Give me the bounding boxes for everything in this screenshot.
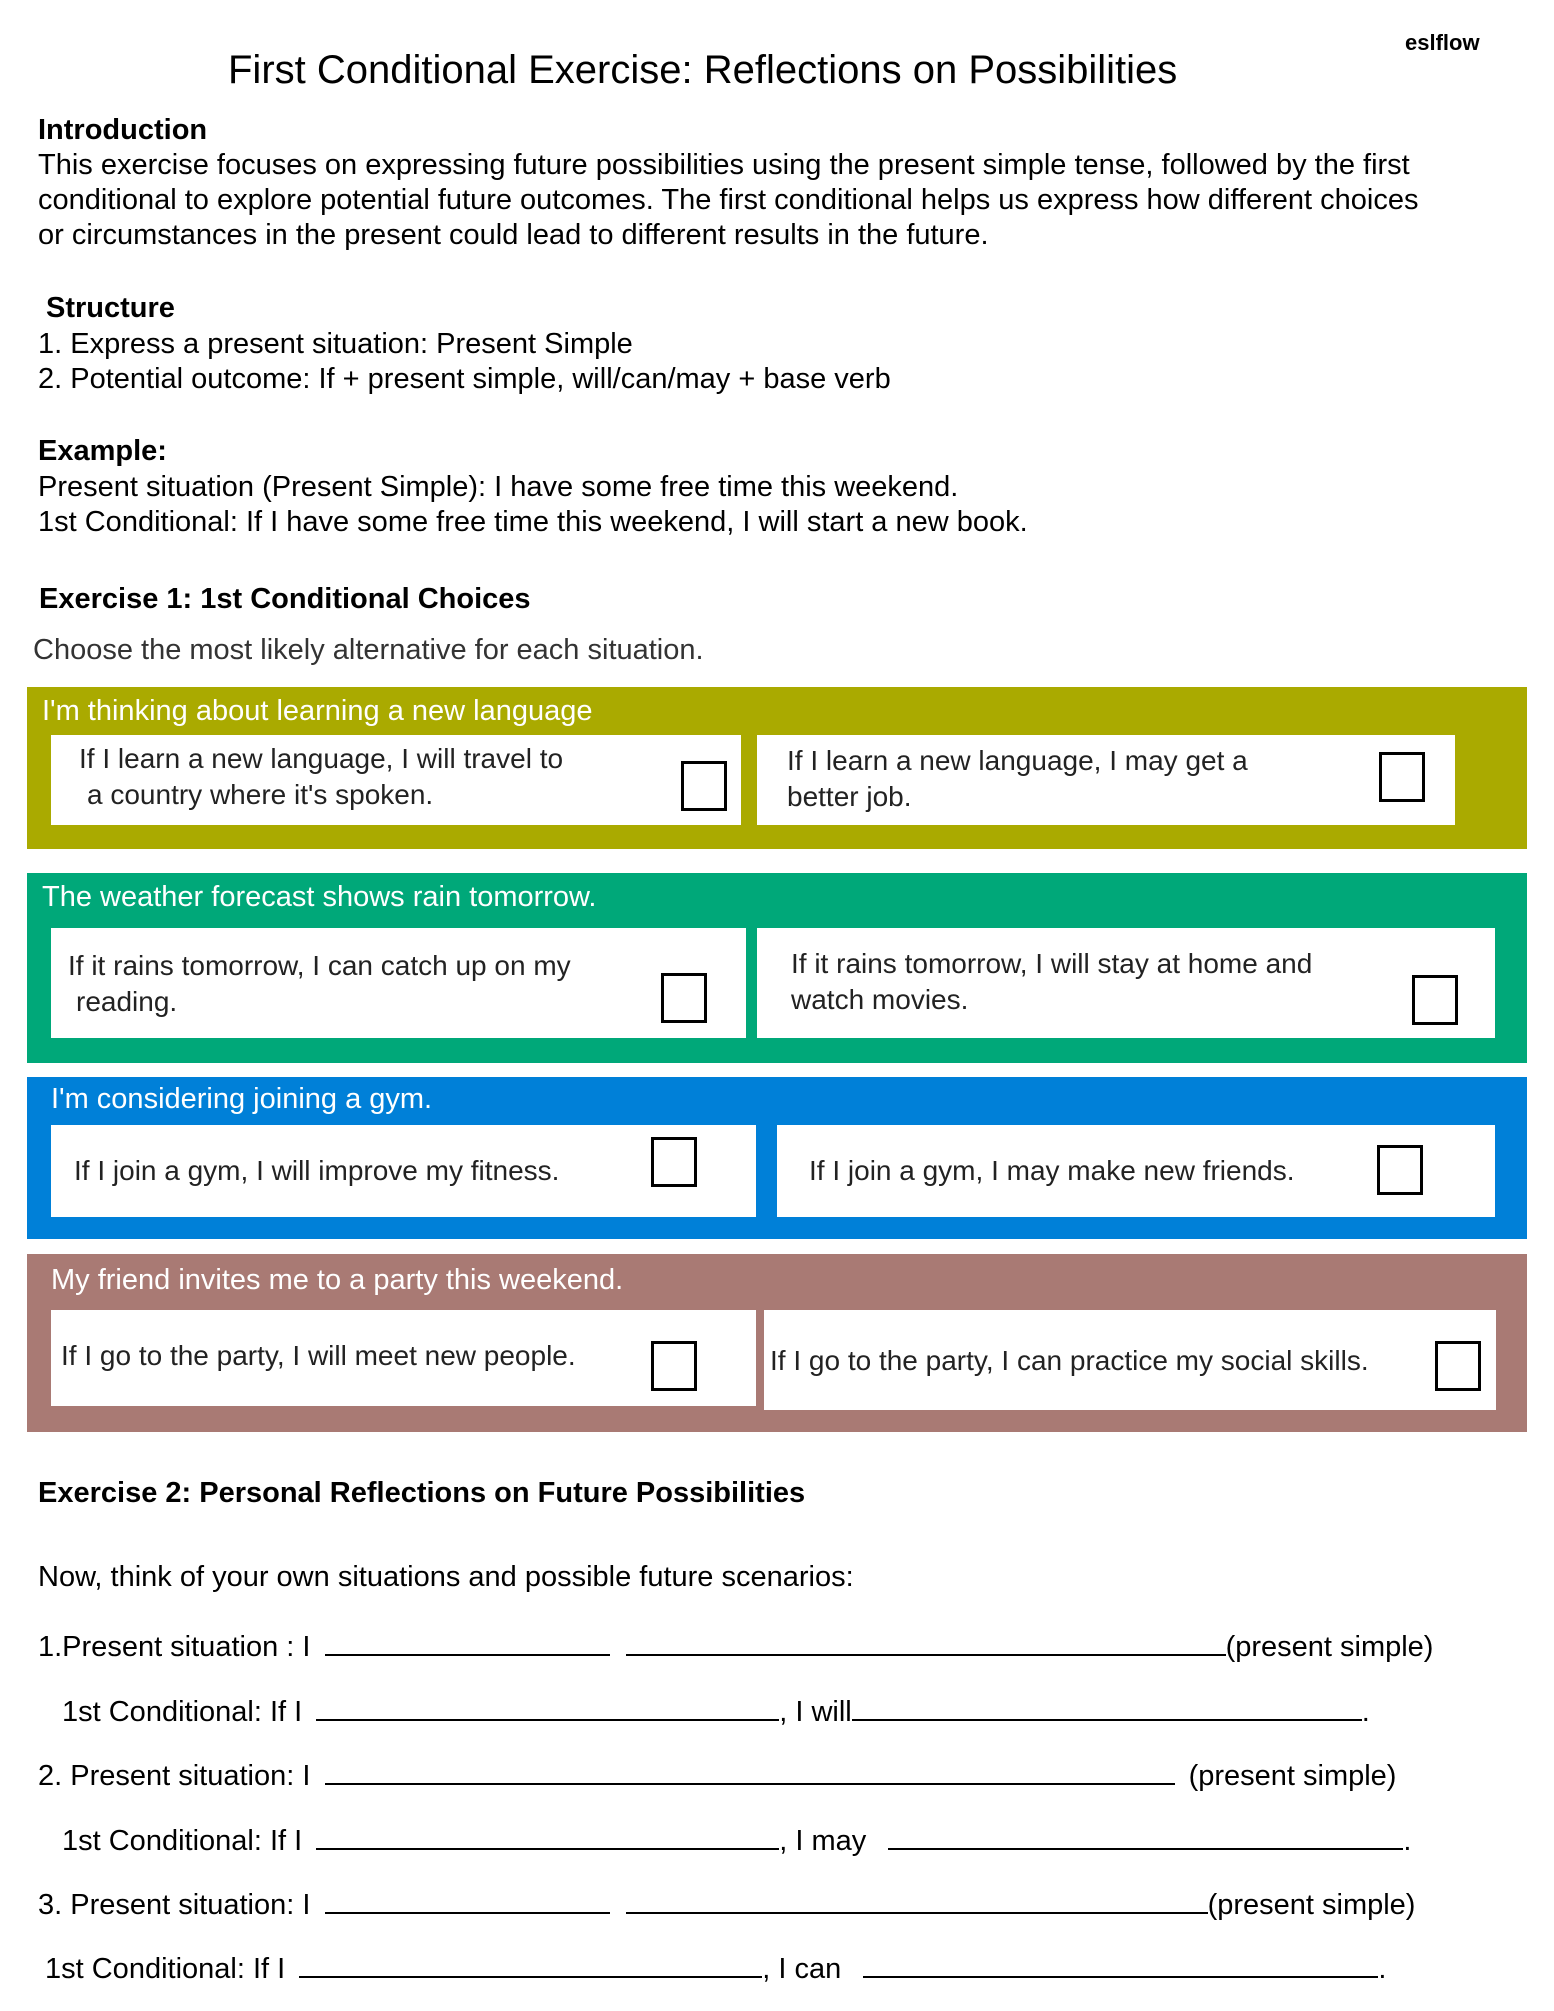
- introduction-line: This exercise focuses on expressing future possibilities using the present simple tense, followed by the first: [38, 149, 1410, 181]
- option-card: [777, 1125, 1495, 1217]
- exercise-1-instruction: Choose the most likely alternative for each situation.: [33, 634, 704, 666]
- option-text: [74, 1153, 559, 1189]
- page-title: First Conditional Exercise: Reflections on Possibilities: [228, 48, 1178, 92]
- present-situation-label: 1.Present situation : I: [38, 1631, 311, 1663]
- option-line: a country where it's spoken.: [87, 779, 434, 810]
- answer-blank[interactable]: [863, 1948, 1378, 1978]
- exercise-2-heading: Exercise 2: Personal Reflections on Future Possibilities: [38, 1477, 806, 1509]
- present-simple-hint: (present simple): [1207, 1889, 1416, 1921]
- situation-band-1: [27, 687, 1527, 849]
- present-situation-row-1: [38, 1626, 1433, 1664]
- option-line: If I learn a new language, I may get a: [787, 745, 1248, 776]
- option-line: If I join a gym, I may make new friends.: [809, 1155, 1295, 1186]
- option-text: [787, 743, 1248, 815]
- option-line: If I go to the party, I will meet new people.: [61, 1340, 576, 1371]
- option-line: better job.: [787, 781, 912, 812]
- answer-blank[interactable]: [299, 1948, 762, 1978]
- answer-blank[interactable]: [852, 1691, 1362, 1721]
- situation-prompt: The weather forecast shows rain tomorrow.: [42, 881, 597, 913]
- present-situation-row-2: [38, 1755, 1396, 1793]
- option-card: [757, 735, 1455, 825]
- example-line: 1st Conditional: If I have some free time this weekend, I will start a new book.: [38, 506, 1028, 538]
- modal-label: , I can: [762, 1953, 842, 1985]
- option-text: [61, 1338, 576, 1374]
- option-card: [51, 928, 746, 1038]
- answer-blank[interactable]: [325, 1755, 1175, 1785]
- option-line: If I learn a new language, I will travel to: [79, 743, 564, 774]
- answer-blank[interactable]: [316, 1691, 779, 1721]
- situation-band-2: [27, 873, 1527, 1063]
- answer-checkbox[interactable]: [661, 973, 707, 1023]
- option-line: watch movies.: [791, 984, 969, 1015]
- option-text: [770, 1343, 1369, 1379]
- answer-blank[interactable]: [626, 1884, 1208, 1914]
- introduction-heading: Introduction: [38, 114, 208, 146]
- conditional-label: 1st Conditional: If I: [45, 1953, 286, 1985]
- modal-label: , I may: [779, 1825, 867, 1857]
- structure-heading: Structure: [46, 292, 175, 324]
- structure-list: [38, 327, 891, 397]
- introduction-line: or circumstances in the present could lead to different results in the future.: [38, 219, 989, 251]
- conditional-label: 1st Conditional: If I: [62, 1696, 303, 1728]
- option-card: [764, 1310, 1496, 1410]
- situation-prompt: My friend invites me to a party this weekend.: [51, 1264, 624, 1296]
- present-simple-hint: (present simple): [1188, 1760, 1397, 1792]
- introduction-line: conditional to explore potential future outcomes. The first conditional helps us express how different choices: [38, 184, 1419, 216]
- answer-blank[interactable]: [325, 1626, 610, 1656]
- answer-blank[interactable]: [316, 1820, 779, 1850]
- present-situation-label: 2. Present situation: I: [38, 1760, 311, 1792]
- sentence-end: .: [1378, 1953, 1387, 1985]
- structure-item: 1. Express a present situation: Present Simple: [38, 328, 633, 360]
- sentence-end: .: [1403, 1825, 1412, 1857]
- example-line: Present situation (Present Simple): I have some free time this weekend.: [38, 471, 959, 503]
- option-card: [51, 1125, 756, 1217]
- option-line: If I join a gym, I will improve my fitness.: [74, 1155, 560, 1186]
- situation-band-4: [27, 1254, 1527, 1432]
- sentence-end: .: [1361, 1696, 1370, 1728]
- present-situation-label: 3. Present situation: I: [38, 1889, 311, 1921]
- exercise-1-heading: Exercise 1: 1st Conditional Choices: [39, 583, 531, 615]
- answer-checkbox[interactable]: [1377, 1145, 1423, 1195]
- example-text: [38, 470, 1028, 540]
- situation-prompt: I'm considering joining a gym.: [51, 1083, 433, 1115]
- answer-blank[interactable]: [626, 1626, 1226, 1656]
- situation-prompt: I'm thinking about learning a new language: [42, 695, 593, 727]
- situation-band-3: [27, 1077, 1527, 1239]
- option-text: [791, 946, 1312, 1018]
- conditional-row-2: [62, 1820, 1411, 1858]
- conditional-row-3: [45, 1948, 1386, 1986]
- option-card: [51, 735, 741, 825]
- option-text: [68, 948, 571, 1020]
- answer-blank[interactable]: [325, 1884, 610, 1914]
- answer-checkbox[interactable]: [1379, 752, 1425, 802]
- answer-checkbox[interactable]: [651, 1341, 697, 1391]
- option-card: [757, 928, 1495, 1038]
- exercise-2-instruction: Now, think of your own situations and possible future scenarios:: [38, 1561, 854, 1593]
- conditional-label: 1st Conditional: If I: [62, 1825, 303, 1857]
- present-simple-hint: (present simple): [1225, 1631, 1434, 1663]
- modal-label: , I will: [779, 1696, 852, 1728]
- structure-item: 2. Potential outcome: If + present simple, will/can/may + base verb: [38, 363, 891, 395]
- introduction-text: [38, 148, 1418, 253]
- option-line: If I go to the party, I can practice my social skills.: [770, 1345, 1369, 1376]
- example-heading: Example:: [38, 435, 167, 467]
- answer-checkbox[interactable]: [1435, 1341, 1481, 1391]
- option-line: If it rains tomorrow, I can catch up on my: [68, 950, 571, 981]
- present-situation-row-3: [38, 1884, 1415, 1922]
- option-line: reading.: [76, 986, 178, 1017]
- option-line: If it rains tomorrow, I will stay at home and: [791, 948, 1313, 979]
- brand-logo-text: eslflow: [1405, 30, 1480, 55]
- answer-checkbox[interactable]: [681, 761, 727, 811]
- conditional-row-1: [62, 1691, 1370, 1729]
- answer-checkbox[interactable]: [651, 1137, 697, 1187]
- option-text: [79, 741, 563, 813]
- option-text: [809, 1153, 1295, 1189]
- answer-blank[interactable]: [888, 1820, 1403, 1850]
- answer-checkbox[interactable]: [1412, 975, 1458, 1025]
- option-card: [51, 1310, 756, 1406]
